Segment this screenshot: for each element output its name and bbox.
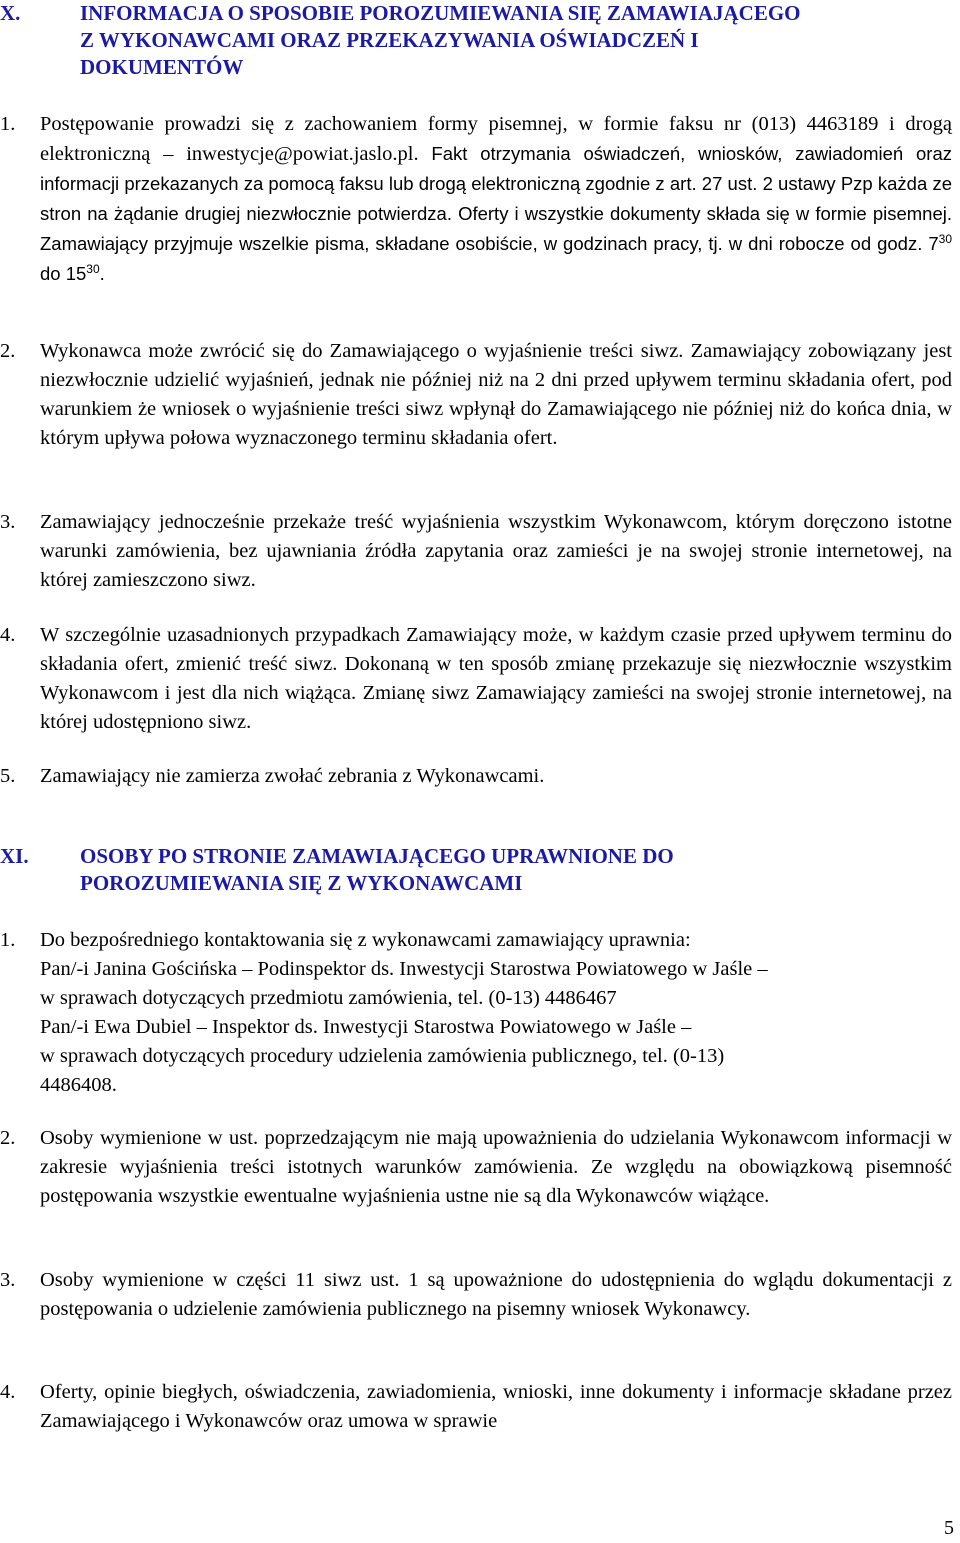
section-x-number: X. xyxy=(0,1,21,25)
time-superscript: 30 xyxy=(86,261,100,276)
item-text: Oferty, opinie biegłych, oświadczenia, zawiadomienia, wnioski, inne dokumenty i informacje składane przez Zamawiającego i Wykonawców oraz umowa w sprawie xyxy=(40,1381,952,1432)
section-xi-number: XI. xyxy=(0,844,29,868)
item-text-part: Fakt otrzymania oświadczeń, wniosków, zawiadomień oraz informacji przekazanych za pomocą faksu lub drogą elektroniczną zgodnie z art. 27 ust. 2 ustawy Pzp każda ze stron na żądanie drugiej niezwłocznie potwierdza. Oferty i wszystkie dokumenty składa się w formie pisemnej. Zamawiający przyjmuje wszelkie pisma, składane osobiście, w godzinach pracy, tj. w dni robocze od godz. 7 xyxy=(40,143,952,254)
item-number: 4. xyxy=(0,624,16,646)
item-text: Osoby wymienione w ust. poprzedzającym nie mają upoważnienia do udzielania Wykonawcom informacji w zakresie wyjaśnienia treści istotnych warunków zamówienia. Ze względu na obowiązkową pisemność postępowania wszystkie ewentualne wyjaśnienia ustne nie są dla Wykonawców wiążące. xyxy=(40,1127,952,1207)
item-number: 3. xyxy=(0,1269,16,1291)
item-number: 2. xyxy=(0,340,16,362)
item-number: 1. xyxy=(0,113,16,135)
section-x-title xyxy=(80,0,940,81)
item-line: w sprawach dotyczących przedmiotu zamówienia, tel. (0-13) 4486467 xyxy=(40,987,617,1009)
item-number: 3. xyxy=(0,511,16,533)
item-line: Do bezpośredniego kontaktowania się z wykonawcami zamawiający uprawnia: xyxy=(40,929,691,951)
item-text: Zamawiający nie zamierza zwołać zebrania z Wykonawcami. xyxy=(40,765,545,787)
section-xi-title xyxy=(80,843,940,897)
item-text: Wykonawca może zwrócić się do Zamawiającego o wyjaśnienie treści siwz. Zamawiający zobowiązany jest niezwłocznie udzielić wyjaśnień, jednak nie później niż na 2 dni przed upływem terminu składania ofert, pod warunkiem że wniosek o wyjaśnienie treści siwz wpłynął do Zamawiającego nie później niż do końca dnia, w którym upływa połowa wyznaczonego terminu składania ofert. xyxy=(40,340,952,449)
item-text: W szczególnie uzasadnionych przypadkach Zamawiający może, w każdym czasie przed upływem terminu do składania ofert, zmienić treść siwz. Dokonaną w ten sposób zmianę przekazuje się niezwłocznie wszystkim Wykonawcom i jest dla nich wiążąca. Zmianę siwz Zamawiający zamieści na swojej stronie internetowej, na której udostępniono siwz. xyxy=(40,624,952,733)
section-xi-title-line: POROZUMIEWANIA SIĘ Z WYKONAWCAMI xyxy=(80,871,523,895)
item-text xyxy=(40,110,952,289)
section-x-title-line: Z WYKONAWCAMI ORAZ PRZEKAZYWANIA OŚWIADCZEŃ I xyxy=(80,28,699,52)
section-x-title-line: DOKUMENTÓW xyxy=(80,55,244,79)
item-number: 5. xyxy=(0,765,16,787)
time-superscript: 30 xyxy=(938,231,952,246)
item-text-part: . xyxy=(99,263,105,284)
item-text-part: Postępowanie prowadzi się z zachowaniem formy pisemnej, w formie faksu nr (013) 4463189 i drogą elektroniczną – inwestycje@powiat.jaslo.pl. xyxy=(40,113,952,165)
item-text xyxy=(40,926,952,1100)
section-xi-title-line: OSOBY PO STRONIE ZAMAWIAJĄCEGO UPRAWNIONE DO xyxy=(80,844,674,868)
item-number: 2. xyxy=(0,1127,16,1149)
item-number: 4. xyxy=(0,1381,16,1403)
item-number: 1. xyxy=(0,929,16,951)
item-text: Zamawiający jednocześnie przekaże treść wyjaśnienia wszystkim Wykonawcom, którym doręczono istotne warunki zamówienia, bez ujawniania źródła zapytania oraz zamieści je na swojej stronie internetowej, na której zamieszczono siwz. xyxy=(40,511,952,591)
item-text: Osoby wymienione w części 11 siwz ust. 1 są upoważnione do udostępnienia do wglądu dokumentacji z postępowania o udzielenie zamówienia publicznego na pisemny wniosek Wykonawcy. xyxy=(40,1269,952,1320)
item-line: Pan/-i Janina Gościńska – Podinspektor ds. Inwestycji Starostwa Powiatowego w Jaśle – xyxy=(40,958,768,980)
item-text-part: do 15 xyxy=(40,263,87,284)
item-line: w sprawach dotyczących procedury udzielenia zamówienia publicznego, tel. (0-13) xyxy=(40,1045,725,1067)
section-x-title-line: INFORMACJA O SPOSOBIE POROZUMIEWANIA SIĘ ZAMAWIAJĄCEGO xyxy=(80,1,801,25)
page-number: 5 xyxy=(944,1517,954,1539)
item-line: 4486408. xyxy=(40,1074,117,1096)
item-line: Pan/-i Ewa Dubiel – Inspektor ds. Inwestycji Starostwa Powiatowego w Jaśle – xyxy=(40,1016,692,1038)
